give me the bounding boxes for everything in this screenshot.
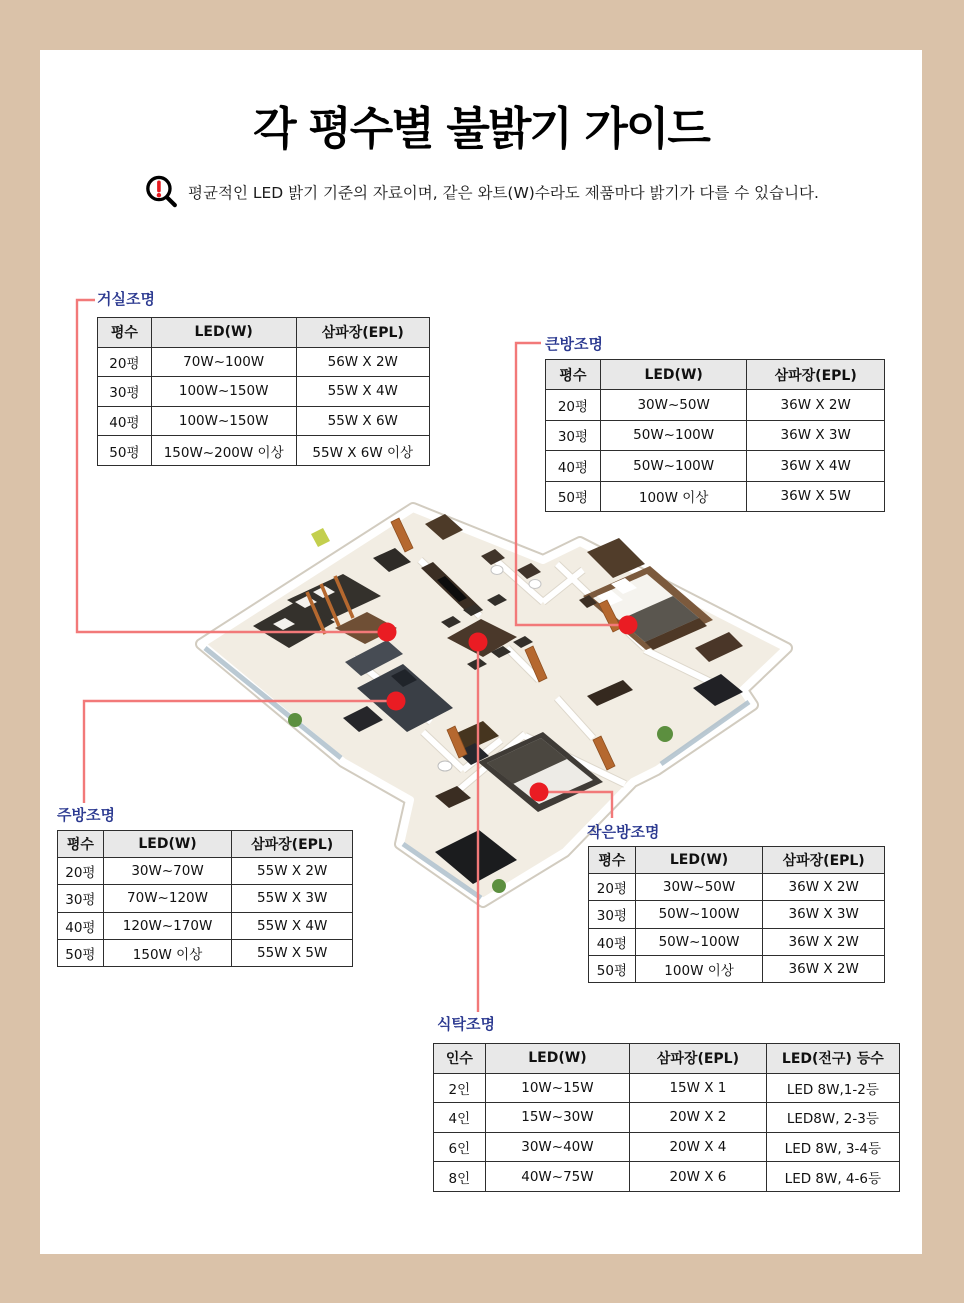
table-cell: 36W X 2W [763, 874, 885, 901]
table-cell: 50W~100W [600, 451, 746, 481]
table-cell: 2인 [434, 1073, 486, 1103]
notice-text: 평균적인 LED 밝기 기준의 자료이며, 같은 와트(W)수라도 제품마다 밝기가 다를 수 있습니다. [188, 184, 819, 202]
magnifier-alert-icon [143, 174, 179, 210]
table-cell: 36W X 4W [747, 451, 885, 481]
table-row [589, 955, 885, 982]
table-cell: LED 8W,1-2등 [766, 1073, 899, 1103]
table-cell: 10W~15W [485, 1073, 629, 1103]
table-cell: 30W~40W [485, 1132, 629, 1162]
plant [492, 879, 506, 893]
table-row [98, 377, 430, 407]
header-row [434, 1044, 900, 1074]
table-cell: 50W~100W [635, 928, 763, 955]
table-cell: 70W~100W [151, 347, 296, 377]
table-cell: 50평 [589, 955, 636, 982]
table-cell: 55W X 3W [232, 885, 353, 912]
table-cell: 150W~200W 이상 [151, 436, 296, 466]
column-header: LED(W) [151, 318, 296, 348]
table-cell: 55W X 6W 이상 [296, 436, 429, 466]
table-row [546, 390, 885, 420]
column-header: 삼파장(EPL) [763, 847, 885, 874]
table-cell: 36W X 3W [747, 420, 885, 450]
table-cell: 20W X 2 [630, 1103, 767, 1133]
column-header: 삼파장(EPL) [630, 1044, 767, 1074]
table-cell: 55W X 5W [232, 939, 353, 966]
table-cell: 30평 [546, 420, 601, 450]
table-cell: 36W X 5W [747, 481, 885, 511]
table-cell: LED8W, 2-3등 [766, 1103, 899, 1133]
table-row [546, 481, 885, 511]
table-row [546, 451, 885, 481]
table-cell: 4인 [434, 1103, 486, 1133]
kitchen-table [57, 830, 353, 967]
toilet [491, 566, 503, 575]
table-cell: 20평 [98, 347, 152, 377]
header-row [98, 318, 430, 348]
table-cell: 36W X 2W [763, 955, 885, 982]
living-room-label: 거실조명 [97, 290, 155, 308]
table-row [434, 1103, 900, 1133]
table-row [98, 406, 430, 436]
table-cell: LED 8W, 4-6등 [766, 1162, 899, 1192]
header-row [58, 831, 353, 858]
big-room-label: 큰방조명 [545, 335, 603, 353]
table-row [434, 1162, 900, 1192]
table-row [589, 874, 885, 901]
table-cell: 40평 [58, 912, 104, 939]
table-cell: 36W X 2W [747, 390, 885, 420]
table-cell: 40W~75W [485, 1162, 629, 1192]
column-header: LED(W) [600, 360, 746, 390]
kitchen-label: 주방조명 [57, 806, 115, 824]
column-header: 삼파장(EPL) [296, 318, 429, 348]
table-row [58, 939, 353, 966]
table-cell: 30평 [589, 901, 636, 928]
table-cell: 55W X 6W [296, 406, 429, 436]
table-cell: 15W~30W [485, 1103, 629, 1133]
table-cell: 100W 이상 [635, 955, 763, 982]
table-cell: 50평 [98, 436, 152, 466]
column-header: 삼파장(EPL) [747, 360, 885, 390]
toilet [438, 761, 452, 771]
table-cell: 50W~100W [635, 901, 763, 928]
table-cell: 40평 [589, 928, 636, 955]
table-row [434, 1073, 900, 1103]
table-cell: 20평 [589, 874, 636, 901]
table-cell: 20W X 4 [630, 1132, 767, 1162]
wall-art [311, 528, 330, 547]
table-row [98, 347, 430, 377]
table-cell: 50W~100W [600, 420, 746, 450]
table-row [58, 912, 353, 939]
table-cell: 50평 [546, 481, 601, 511]
table-cell: 100W~150W [151, 377, 296, 407]
table-cell: 100W 이상 [600, 481, 746, 511]
column-header: LED(전구) 등수 [766, 1044, 899, 1074]
table-row [546, 420, 885, 450]
table-cell: 40평 [546, 451, 601, 481]
table-cell: 55W X 4W [232, 912, 353, 939]
table-cell: 120W~170W [103, 912, 232, 939]
table-row [58, 858, 353, 885]
dining-label: 식탁조명 [437, 1015, 495, 1033]
table-row [434, 1132, 900, 1162]
table-row [98, 436, 430, 466]
dining-table-table [433, 1043, 900, 1192]
column-header: 삼파장(EPL) [232, 831, 353, 858]
table-cell: 70W~120W [103, 885, 232, 912]
column-header: 평수 [589, 847, 636, 874]
table-row [589, 928, 885, 955]
header-row [546, 360, 885, 390]
table-cell: 6인 [434, 1132, 486, 1162]
header-row [589, 847, 885, 874]
table-cell: 55W X 2W [232, 858, 353, 885]
table-cell: 20W X 6 [630, 1162, 767, 1192]
column-header: LED(W) [103, 831, 232, 858]
table-cell: 15W X 1 [630, 1073, 767, 1103]
small-room-table [588, 846, 885, 983]
table-cell: 30W~70W [103, 858, 232, 885]
table-cell: 56W X 2W [296, 347, 429, 377]
big-room-table [545, 359, 885, 512]
table-cell: 8인 [434, 1162, 486, 1192]
table-cell: 36W X 3W [763, 901, 885, 928]
page-title: 각 평수별 불밝기 가이드 [253, 102, 709, 155]
table-row [58, 885, 353, 912]
column-header: LED(W) [635, 847, 763, 874]
table-cell: 50평 [58, 939, 104, 966]
table-cell: 20평 [546, 390, 601, 420]
table-cell: 40평 [98, 406, 152, 436]
table-cell: 30평 [98, 377, 152, 407]
table-cell: 30W~50W [600, 390, 746, 420]
toilet [529, 580, 541, 589]
column-header: 평수 [58, 831, 104, 858]
table-cell: 30평 [58, 885, 104, 912]
table-cell: 100W~150W [151, 406, 296, 436]
column-header: LED(W) [485, 1044, 629, 1074]
plant [288, 713, 302, 727]
notice-bar [40, 174, 922, 210]
column-header: 평수 [546, 360, 601, 390]
table-cell: 20평 [58, 858, 104, 885]
plant [657, 726, 673, 742]
table-cell: 30W~50W [635, 874, 763, 901]
table-cell: 55W X 4W [296, 377, 429, 407]
column-header: 인수 [434, 1044, 486, 1074]
living-room-table [97, 317, 430, 466]
small-room-label: 작은방조명 [587, 823, 660, 841]
column-header: 평수 [98, 318, 152, 348]
table-cell: LED 8W, 3-4등 [766, 1132, 899, 1162]
table-cell: 36W X 2W [763, 928, 885, 955]
table-cell: 150W 이상 [103, 939, 232, 966]
table-row [589, 901, 885, 928]
